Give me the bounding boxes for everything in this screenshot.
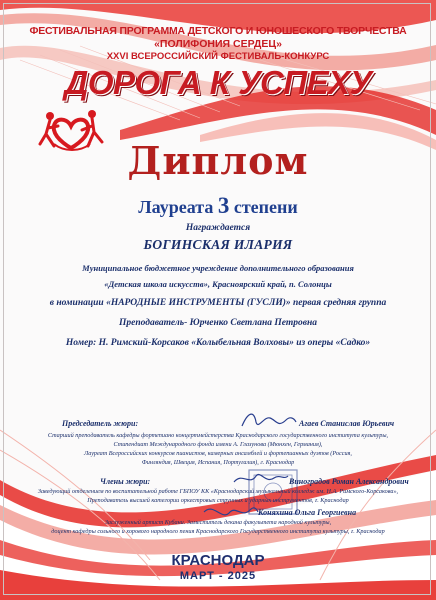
jury-member2-desc-1: Заслуженный артист Кубани. Заместитель декана факультета народной культуры,	[104, 519, 332, 526]
institution-line-2: «Детская школа искусств», Красноярский край, п. Солонцы	[104, 279, 332, 289]
jury-chair-role: Председатель жюри:	[62, 419, 139, 428]
jury-chair-name: Агаев Станислав Юрьевич	[299, 419, 395, 428]
laureate-degree	[0, 193, 436, 219]
institution-line-1: Муниципальное бюджетное учреждение дополнительного образования	[82, 263, 354, 273]
jury-chair-desc-4: Финляндия, Швеция, Испания, Португалия), г. Краснодар	[141, 459, 295, 466]
winner-name: БОГИНСКАЯ ИЛАРИЯ	[143, 237, 293, 252]
performance-piece: Номер: Н. Римский-Корсаков «Колыбельная Волховы» из оперы «Садко»	[65, 338, 371, 348]
jury-member1-desc-2: Преподаватель высшей категории оркестровых струнных и ударных инструментов, г. Краснодар	[87, 497, 349, 504]
jury-chair-desc-2: Стипендиат Международного фонда имени А. Глазунова (Мюнхен, Германия),	[113, 441, 323, 448]
laureate-prefix: Лауреата	[138, 197, 218, 217]
city: КРАСНОДАР	[171, 552, 265, 569]
festival-name: ДОРОГА К УСПЕХУ	[64, 64, 372, 101]
diploma-title: Диплом	[127, 138, 309, 183]
jury-chair-desc-1: Старший преподаватель кафедры фортепиано концертмейстерства Краснодарского государственного института культуры,	[47, 432, 389, 439]
festival-subtitle: XXVI ВСЕРОССИЙСКИЙ ФЕСТИВАЛЬ-КОНКУРС	[106, 51, 330, 62]
jury-members-role: Члены жюри:	[100, 477, 151, 486]
teacher: Преподаватель- Юрченко Светлана Петровна	[119, 318, 317, 328]
official-seal-icon	[245, 464, 301, 520]
date: МАРТ - 2025	[179, 570, 257, 582]
nomination: в номинации «НАРОДНЫЕ ИНСТРУМЕНТЫ (ГУСЛИ)» первая средняя группа	[49, 298, 387, 308]
degree-number: 3	[217, 193, 230, 218]
jury-member1-name: Виноградов Роман Александрович	[289, 477, 409, 486]
jury-member1-desc-1: Заведующий отделением по воспитательной работе ГБПОУ КК «Краснодарский музыкальный колледж им. Н.А. Римского-Корсакова»,	[37, 488, 399, 495]
awarded-label: Награждается	[185, 223, 251, 233]
program-name: «ПОЛИФОНИЯ СЕРДЕЦ»	[154, 38, 282, 50]
signature-chair	[238, 408, 298, 432]
jury-member2-name: Коняхина Ольга Георгиевна	[258, 508, 357, 517]
laureate-suffix: степени	[229, 197, 298, 217]
jury-chair-desc-3: Лауреат Всероссийских конкурсов пианистов, камерных ансамблей и фортепианных дуэтов (Россия,	[84, 450, 352, 457]
program-title: ФЕСТИВАЛЬНАЯ ПРОГРАММА ДЕТСКОГО И ЮНОШЕСКОГО ТВОРЧЕСТВА	[29, 25, 407, 37]
jury-member2-desc-2: доцент кафедры сольного и хорового народного пения Краснодарского Государственного института культуры, г. Краснодар	[51, 528, 385, 535]
